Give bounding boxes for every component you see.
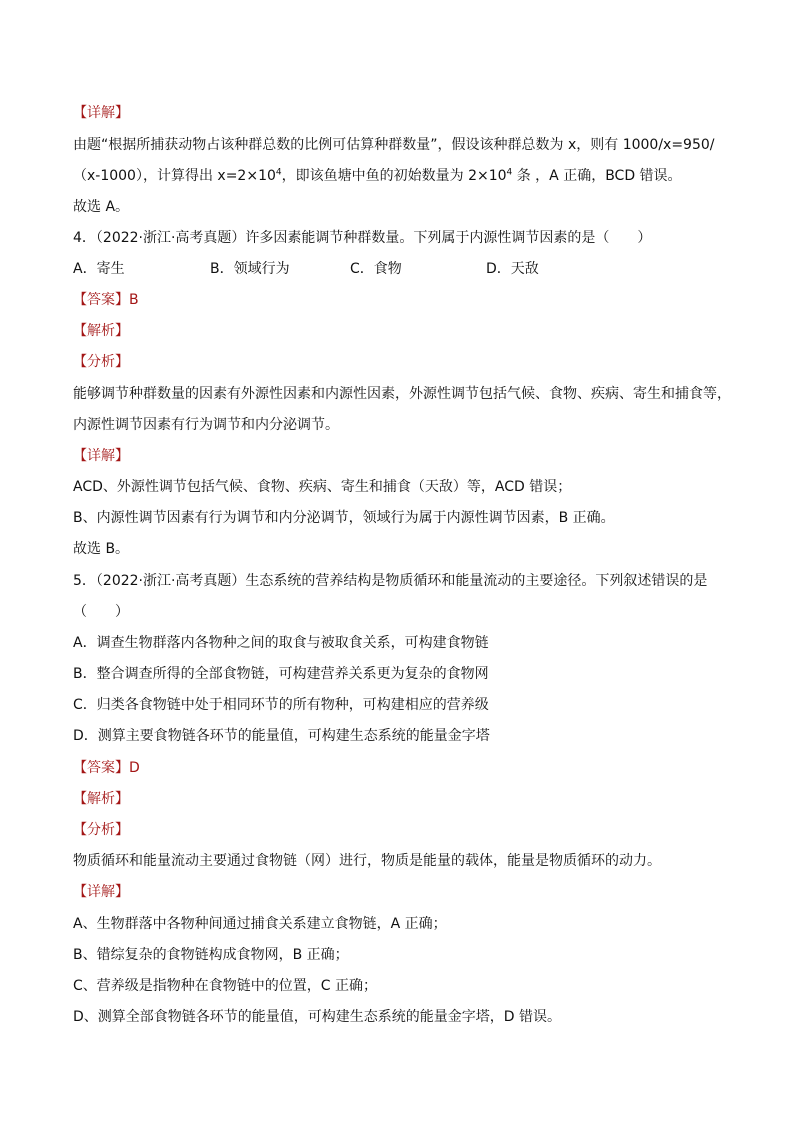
explanation-line: 由题“根据所捕获动物占该种群总数的比例可估算种群数量”，假设该种群总数为 x，则有 1000/x=950/ <box>73 137 715 153</box>
detail-line: B、内源性调节因素有行为调节和内分泌调节，领域行为属于内源性调节因素，B 正确。 <box>73 510 615 526</box>
text-fragment: 条 ，A 正确，BCD 错误。 <box>512 168 682 184</box>
answer-label: 【答案】B <box>73 292 139 308</box>
superscript: 4 <box>275 167 282 178</box>
analysis-heading: 【解析】 <box>73 323 129 339</box>
option-b: B．整合调查所得的全部食物链，可构建营养关系更为复杂的食物网 <box>73 666 489 682</box>
analysis-heading: 【解析】 <box>73 791 129 807</box>
detail-line: D、测算全部食物链各环节的能量值，可构建生态系统的能量金字塔，D 错误。 <box>73 1009 562 1025</box>
question-stem: 5．（2022·浙江·高考真题）生态系统的营养结构是物质循环和能量流动的主要途径。下列叙述错误的是 <box>73 573 708 589</box>
question-stem: 4．（2022·浙江·高考真题）许多因素能调节种群数量。下列属于内源性调节因素的是（ ） <box>73 230 652 246</box>
explanation-line <box>73 166 754 186</box>
conclusion: 故选 A。 <box>73 199 130 215</box>
detail-line: ACD、外源性调节包括气候、食物、疾病、寄生和捕食（天敌）等，ACD 错误； <box>73 479 572 495</box>
option-a: A．寄生 <box>73 261 125 277</box>
detail-line: C、营养级是指物种在食物链中的位置，C 正确； <box>73 978 377 994</box>
text-fragment: ，即该鱼塘中鱼的初始数量为 2×10 <box>281 168 507 184</box>
answer-label: 【答案】D <box>73 760 140 776</box>
conclusion: 故选 B。 <box>73 541 130 557</box>
fenxi-heading: 【分析】 <box>73 822 129 838</box>
detail-line: B、错综复杂的食物链构成食物网，B 正确； <box>73 947 349 963</box>
fenxi-line: 能够调节种群数量的因素有外源性因素和内源性因素，外源性调节包括气候、食物、疾病、寄生和捕食等， <box>73 386 731 402</box>
question-stem-blank: （ ） <box>73 604 129 620</box>
option-a: A．调查生物群落内各物种之间的取食与被取食关系，可构建食物链 <box>73 635 489 651</box>
option-c: C．食物 <box>350 261 402 277</box>
options-row <box>73 259 754 279</box>
option-d: D．天敌 <box>486 261 539 277</box>
detail-heading: 【详解】 <box>73 448 129 464</box>
fenxi-line: 内源性调节因素有行为调节和内分泌调节。 <box>73 417 339 433</box>
option-b: B．领域行为 <box>210 261 290 277</box>
fenxi-heading: 【分析】 <box>73 354 129 370</box>
detail-heading: 【详解】 <box>73 105 129 121</box>
text-fragment: （x-1000），计算得出 x=2×10 <box>73 168 276 184</box>
option-c: C．归类各食物链中处于相同环节的所有物种，可构建相应的营养级 <box>73 697 489 713</box>
fenxi-line: 物质循环和能量流动主要通过食物链（网）进行，物质是能量的载体，能量是物质循环的动力。 <box>73 853 661 869</box>
superscript: 4 <box>506 167 513 178</box>
option-d: D．测算主要食物链各环节的能量值，可构建生态系统的能量金字塔 <box>73 728 490 744</box>
detail-line: A、生物群落中各物种间通过捕食关系建立食物链，A 正确； <box>73 916 447 932</box>
detail-heading: 【详解】 <box>73 884 129 900</box>
